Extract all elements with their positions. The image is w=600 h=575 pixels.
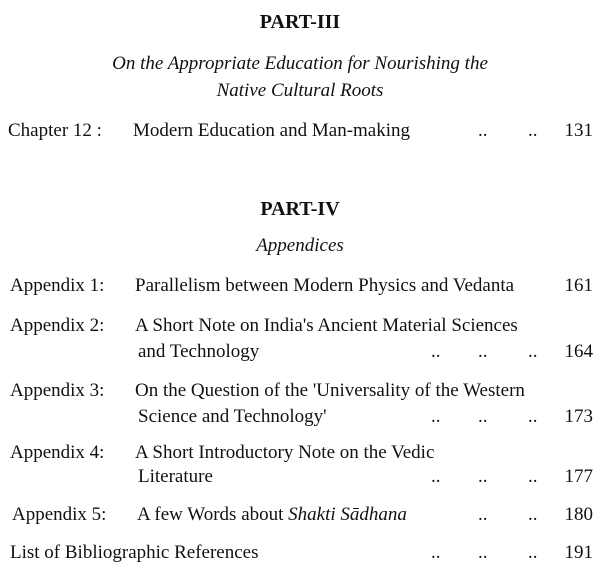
appendix-3-label: Appendix 3:: [10, 380, 105, 401]
appendix-3-page: 173: [564, 406, 593, 427]
leader-dots: ..: [478, 406, 488, 427]
appendix-1-page: 161: [564, 275, 593, 296]
appendix-2-title-line-1: A Short Note on India's Ancient Material Sciences: [135, 315, 518, 336]
appendix-3-title-line-2: Science and Technology': [138, 406, 327, 427]
chapter-12-title: Modern Education and Man-making: [133, 120, 411, 141]
appendix-5-title-italic: Shakti Sādhana: [288, 504, 407, 525]
part-4-heading: PART-IV: [260, 198, 340, 220]
part-3-subtitle-line-2: Native Cultural Roots: [216, 80, 384, 101]
appendix-2-label: Appendix 2:: [10, 315, 105, 336]
leader-dots: ..: [431, 542, 441, 563]
part-4-subtitle: Appendices: [256, 235, 344, 256]
leader-dots: ..: [528, 341, 538, 362]
part-3-heading: PART-III: [259, 11, 341, 33]
bibliography-title: List of Bibliographic References: [10, 542, 259, 563]
chapter-12-page: 131: [564, 120, 593, 141]
leader-dots: ..: [528, 504, 538, 525]
leader-dots: ..: [478, 466, 488, 487]
leader-dots: ..: [528, 466, 538, 487]
leader-dots: ..: [478, 341, 488, 362]
leader-dots: ..: [478, 120, 488, 141]
appendix-5-page: 180: [564, 504, 593, 525]
leader-dots: ..: [431, 341, 441, 362]
appendix-5-title: [137, 505, 407, 524]
appendix-5-label: Appendix 5:: [12, 504, 107, 525]
appendix-5-title-plain: A few Words about: [137, 504, 289, 525]
appendix-3-title-line-1: On the Question of the 'Universality of the Western: [135, 380, 525, 401]
leader-dots: ..: [528, 120, 538, 141]
chapter-12-label: Chapter 12 :: [8, 120, 102, 141]
appendix-4-title-line-1: A Short Introductory Note on the Vedic: [135, 442, 435, 463]
leader-dots: ..: [478, 542, 488, 563]
bibliography-page: 191: [564, 542, 593, 563]
appendix-1-title: Parallelism between Modern Physics and Vedanta: [135, 275, 515, 296]
appendix-1-label: Appendix 1:: [10, 275, 105, 296]
part-3-subtitle-line-1: On the Appropriate Education for Nourishing the: [112, 53, 488, 74]
leader-dots: ..: [431, 406, 441, 427]
leader-dots: ..: [478, 504, 488, 525]
leader-dots: ..: [431, 466, 441, 487]
appendix-2-title-line-2: and Technology: [138, 341, 260, 362]
appendix-4-title-line-2: Literature: [138, 466, 213, 487]
appendix-4-page: 177: [564, 466, 593, 487]
leader-dots: ..: [528, 406, 538, 427]
appendix-4-label: Appendix 4:: [10, 442, 105, 463]
appendix-2-page: 164: [564, 341, 593, 362]
leader-dots: ..: [528, 542, 538, 563]
